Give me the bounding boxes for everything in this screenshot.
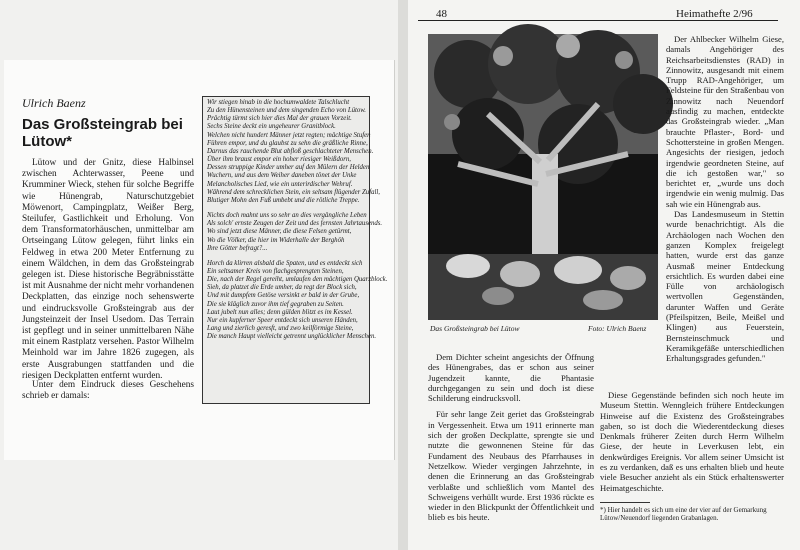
poem-line: Zu den Hünensteinen und dem singenden Echo von Lütow. <box>207 107 367 115</box>
poem-line: Während dem schrecklichen Stein, ein seltsam flügender Zufall, <box>207 188 380 196</box>
poem-stanza <box>207 212 383 253</box>
right-paragraph: Der Ahlbecker Wilhelm Giese, damals Angehöriger des Reichsarbeitsdienstes (RAD) in Zinnowitz, ausgesandt mit einem Trupp RAD-Angehöriger, um Feldsteine für den Straßenbau von Zinnowitz nach Neuendorf ausfindig zu machen, entdeckte das Großsteingrab wieder. „Man brauchte Pflaster-, Bord- und Schottersteine in großen Mengen. Angesichts der riesigen, jedoch irgendwie geordneten Steine, auf die ich gestoßen war," so berichtet er, „wurde uns doch irgendwie ein wenig mulmig. Das sah wie ein Hünengrab aus. <box>666 34 784 209</box>
poem-line: Horch da klirren alsbald die Spaten, und es entdeckt sich <box>207 259 363 267</box>
poem-line: Die sie kläglich zuvor ihm tief gegraben zu Seiten. <box>207 300 344 308</box>
tree-photo <box>428 34 658 320</box>
poem-stanza <box>207 99 380 205</box>
poem-line: Blutiger Mohn den Fuß umbebt und die rötliche Treppe. <box>207 196 360 204</box>
poem-line: Wir stiegen hinab in die hochumwaldete Talschlucht <box>207 99 350 106</box>
right-paragraph: Dem Dichter scheint angesichts der Öffnung des Hünengrabes, das er schon aus seiner Jugendzeit kannte, die Phantasie durchgegangen zu sein und doch ist diese Schilderung eindrucksvoll. <box>428 352 594 404</box>
magazine-issue: Heimathefte 2/96 <box>676 8 753 20</box>
photo-credit: Foto: Ulrich Baenz <box>588 324 647 333</box>
poem-line: Melancholisches Lied, wie ein unterirdischer Wehruf. <box>207 180 353 188</box>
poem-line: Als solch' ernste Zeugen der Zeit und des fernsten Jahrtausends. <box>207 220 383 228</box>
article-title: Das Großsteingrab bei Lütow* <box>22 116 183 150</box>
left-paragraph-2: Unter dem Eindruck dieses Geschehens schrieb er damals: <box>22 380 194 402</box>
right-paragraph: Das Landesmuseum in Stettin wurde benachrichtigt. Als die Archäologen nach Wochen den ganzen Komplex freigelegt hatten, wurde erst das ganze Ausmaß meiner Entdeckung ersichtlich. Es wurden dabei eine Fülle von archäologisch wertvollen Gegenständen, darunter Waffen und Geräte (Pfeilspitzen, Beile, Meißel und Klingen) aus Feuerstein, Bernsteinschmuck und Keramikgefäße unterschiedlichen Erhaltungsgrades gefunden." <box>666 209 784 364</box>
poem-line: Die, nach der Regel gereiht, umlaufen den mächtigen Quarzblock. <box>207 276 388 284</box>
poem-line: Führen empor, und du glaubst zu sehn die gräßliche Rinne, <box>207 139 368 147</box>
poem-box <box>202 96 388 404</box>
poem-line: Die manch Haupt vielleicht getrennt unglücklicher Menschen. <box>207 333 377 341</box>
poem-line: Und mit dumpfem Getöse versinkt er bald in der Grube, <box>207 292 360 300</box>
poem-line: Ihre Götter befragt?... <box>207 244 268 252</box>
right-column-bottom-right <box>600 390 784 493</box>
right-paragraph: Für sehr lange Zeit geriet das Großsteingrab in Vergessenheit. Etwa um 1911 erinnerte man sich der großen Deckplatte, sprengte sie und nutzte die gewonnenen Steine für das Fundament des Neubaus des Pfarrhauses in Netzelkow. Wieder vergingen Jahrzehnte, in denen die Erinnerung an das Großsteingrab verblaßte und schließlich vom Mantel des Schweigens verhüllt wurde. Erst 1936 rückte es wieder in den Blickpunkt der Öffentlichkeit und blieb es bis heute. <box>428 409 594 523</box>
footnote-rule <box>600 502 650 503</box>
poem-stanza <box>207 259 388 342</box>
poem-line: Ein seltsamer Kreis von flachgesprengten Steinen, <box>207 267 344 275</box>
poem-line: Nichts doch mahnt uns so sehr an dies vergängliche Leben <box>207 212 367 220</box>
poem-line: Nur ein kupferner Speer entdeckt sich unseren Händen, <box>207 316 358 324</box>
footnote: *) Hier handelt es sich um eine der vier auf der Gemarkung Lütow/Neuendorf liegenden Grabanlagen. <box>600 506 767 523</box>
poem-line: Welchen nicht hundert Männer jetzt regten; mächtige Stufen <box>207 131 371 139</box>
poem-line: Prächtig türmt sich hier dies Mal der grauen Vorzeit. <box>207 115 352 123</box>
poem-line: Wo sind jetzt diese Männer, die diese Felsen getürmt, <box>207 228 352 236</box>
poem-line: Lang und zierlich geresft, und zwo keilförmige Steine, <box>207 325 354 333</box>
article-author: Ulrich Baenz <box>22 96 86 110</box>
book-gutter <box>398 0 408 550</box>
poem-line: Wuchern, und aus dem Weiher daneben tönet der Unke <box>207 172 357 180</box>
header-rule <box>418 20 778 21</box>
right-column-top <box>666 34 784 364</box>
poem-line: Über ihm braust empor ein hoher riesiger Weißdorn, <box>207 156 351 164</box>
poem-line: Darnus das rauchende Blut abfloß geschlachteter Menschen. <box>207 147 374 155</box>
right-paragraph: Diese Gegenstände befinden sich noch heute im Museum Stettin. Wenngleich frühere Entdeckungen Hinweise auf die Existenz des Großsteingrabes gaben, so ist doch die Wiederentdeckung dieses Denkmals früherer Zeiten durch Herrn Wilhelm Giese, der heute in Leverkusen lebt, ein denkwürdiges Ereignis. Vor allem seiner Umsicht ist es zu verdanken, daß es uns erhalten blieb und heute viele Besucher anzieht als ein Stück erhaltenswerter Heimatgeschichte. <box>600 390 784 493</box>
poem-line: Laut jubelt nun alles; denn gülden blitzt es im Kessel. <box>207 308 353 316</box>
right-column-bottom-left <box>428 352 594 529</box>
poem-line: Dessen struppige Kinder umher auf den Mülern der Helden <box>207 164 370 172</box>
poem-line: Sechs Steine deckt ein ungeheurer Granitblock. <box>207 123 336 131</box>
poem-line: Wo die Völker, die hier im Widerhalle der Berghöh <box>207 236 345 244</box>
photo-caption: Das Großsteingrab bei Lütow <box>430 324 520 333</box>
page-number: 48 <box>436 8 447 20</box>
left-paragraph-1: Lütow und der Gnitz, diese Halbinsel zwischen Achterwasser, Peene und Krumminer Wieck, stehen für solche Begriffe wie Hünengrab, Naturschutzgebiet Möwenort, Campingplatz, Weißer Berg, Steilufer, Gastlichkeit und Erholung. Von dem Transformatorhäuschen, unmittelbar am Ortseingang Lütow gelegen, führt links ein Feldweg in etwa 200 Meter Entfernung zu einem Wäldchen, in dem das Großsteingrab gelegen ist. Diese historische Begräbnisstätte ist mit Ausnahme der nicht mehr vorhandenen Deckplatten, das einzige noch sehenswerte und eindrucksvolle Großsteingrab aus der Jungsteinzeit der Insel Usedom. Das Terrain ist gepflegt und in seiner unmittelbaren Nähe mit einem Rastplatz versehen. Pastor Wilhelm Meinhold war im Jahre 1826 zugegen, als erste Ausgrabungen stattfanden und die riesigen Deckplatten entfernt wurden. <box>22 158 194 381</box>
poem-line: Sieh, da platzet die Erde umher, da regt der Block sich, <box>207 284 357 292</box>
